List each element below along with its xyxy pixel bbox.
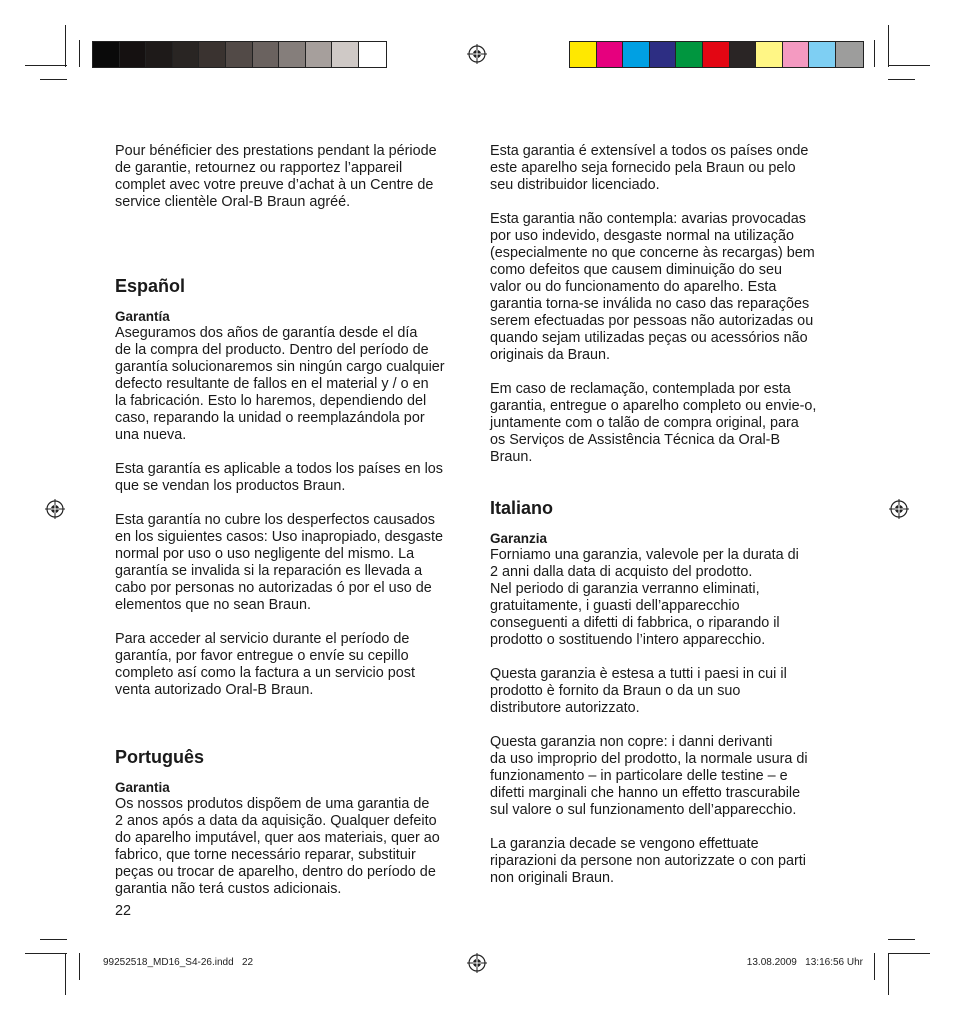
italian-paragraph: Forniamo una garanzia, valevole per la durata di 2 anni dalla data di acquisto del prodotto. Nel periodo di garanzia verranno eliminati, gratuitamente, i guasti dell’apparecchio conseguenti a difetti di fabbrica, o riparando il prodotto o sostituendo l’intero apparecchio. <box>490 547 799 648</box>
crop-mark <box>888 953 889 995</box>
color-swatch <box>173 42 200 67</box>
page-number: 22 <box>115 903 132 919</box>
portuguese-heading: Português <box>115 747 205 767</box>
color-swatch <box>756 42 783 67</box>
portuguese-paragraph: Os nossos produtos dispõem de uma garantia de 2 anos após a data da aquisição. Qualquer defeito do aparelho imputável, quer aos materiais, quer ao fabrico, que torne necessário reparar, substituir peças ou trocar de aparelho, dentro do período de garantia não terá custos adicionais. <box>115 796 440 897</box>
color-swatch <box>676 42 703 67</box>
crop-mark <box>874 40 875 67</box>
italian-paragraph: Questa garanzia non copre: i danni derivanti da uso improprio del prodotto, la normale usura di funzionamento – in particolare delle testine – e difetti marginali che hanno un effetto trascurabile sul valore o sul funzionamento dell’apparecchio. <box>490 734 808 818</box>
file-slug: 99252518_MD16_S4-26.indd 22 <box>103 957 254 968</box>
french-closing-paragraph: Pour bénéficier des prestations pendant la période de garantie, retournez ou rapportez l’appareil complet avec votre preuve d’achat à un Centre de service clientèle Oral-B Braun agréé. <box>115 143 437 210</box>
color-swatch <box>597 42 624 67</box>
registration-mark-icon <box>889 499 909 519</box>
italian-paragraph: Questa garanzia è estesa a tutti i paesi in cui il prodotto è fornito da Braun o da un suo distributore autorizzato. <box>490 666 787 716</box>
crop-mark <box>25 65 67 66</box>
color-swatch <box>279 42 306 67</box>
crop-mark <box>888 65 930 66</box>
crop-mark <box>25 953 67 954</box>
portuguese-paragraph: Esta garantia não contempla: avarias provocadas por uso indevido, desgaste normal na utilização (especialmente no que concerne às recargas) bem como defeitos que causem diminuição do seu valor ou do funcionamento do aparelho. Esta garantia torna-se inválida no caso das reparações serem efectuadas por pessoas não autorizadas ou quando sejam utilizadas peças ou acessórios não originais da Braun. <box>490 211 815 363</box>
portuguese-paragraph: Em caso de reclamação, contemplada por esta garantia, entregue o aparelho completo ou envie-o, juntamente com o talão de compra original, para os Serviços de Assistência Técnica da Oral-B Braun. <box>490 381 817 465</box>
print-timestamp: 13.08.2009 13:16:56 Uhr <box>746 957 863 968</box>
portuguese-subheading: Garantia <box>115 780 170 795</box>
crop-mark <box>79 40 80 67</box>
color-swatch <box>253 42 280 67</box>
crop-mark <box>888 939 915 940</box>
color-swatch <box>332 42 359 67</box>
italian-subheading: Garanzia <box>490 531 548 546</box>
italian-heading: Italiano <box>490 498 554 518</box>
italian-paragraph: La garanzia decade se vengono effettuate riparazioni da persone non autorizzate o con parti non originali Braun. <box>490 836 806 886</box>
crop-mark <box>40 79 67 80</box>
spanish-subheading: Garantía <box>115 309 170 324</box>
spanish-paragraph: Esta garantía no cubre los desperfectos causados en los siguientes casos: Uso inapropiado, desgaste normal por uso o uso negligente del mismo. La garantía se invalida si la reparación es llevada a cabo por personas no autorizadas ó por el uso de elementos que no sean Braun. <box>115 512 443 613</box>
crop-mark <box>874 953 875 980</box>
color-swatch <box>783 42 810 67</box>
spanish-paragraph: Aseguramos dos años de garantía desde el día de la compra del producto. Dentro del período de garantía solucionaremos sin ningún cargo cualquier defecto resultante de fallos en el material y / o en la fabricación. Esto lo haremos, dependiendo del caso, reparando la unidad o reemplazándola por una nueva. <box>115 325 445 443</box>
left-column <box>115 143 467 915</box>
color-swatch <box>226 42 253 67</box>
color-swatch <box>570 42 597 67</box>
color-swatch <box>836 42 863 67</box>
color-swatch <box>120 42 147 67</box>
right-column <box>490 143 842 904</box>
color-swatch <box>809 42 836 67</box>
color-swatch <box>650 42 677 67</box>
registration-mark-icon <box>467 44 487 64</box>
crop-mark <box>40 939 67 940</box>
spanish-paragraph: Para acceder al servicio durante el período de garantía, por favor entregue o envíe su cepillo completo así como la factura a un servicio post venta autorizado Oral-B Braun. <box>115 631 415 698</box>
portuguese-paragraph: Esta garantia é extensível a todos os países onde este aparelho seja fornecido pela Braun ou pelo seu distribuidor licenciado. <box>490 143 809 193</box>
color-swatch <box>199 42 226 67</box>
color-swatch <box>730 42 757 67</box>
color-swatch <box>306 42 333 67</box>
color-swatch <box>359 42 386 67</box>
color-swatch <box>93 42 120 67</box>
crop-mark <box>888 25 889 67</box>
registration-mark-icon <box>45 499 65 519</box>
crop-mark <box>79 953 80 980</box>
crop-mark <box>888 953 930 954</box>
spanish-heading: Español <box>115 276 186 296</box>
color-swatch <box>146 42 173 67</box>
spanish-paragraph: Esta garantía es aplicable a todos los países en los que se vendan los productos Braun. <box>115 461 443 494</box>
crop-mark <box>888 79 915 80</box>
color-swatch <box>623 42 650 67</box>
gray-color-bar <box>92 41 387 68</box>
registration-mark-icon <box>467 953 487 973</box>
crop-mark <box>65 25 66 67</box>
process-color-bar <box>569 41 864 68</box>
color-swatch <box>703 42 730 67</box>
crop-mark <box>65 953 66 995</box>
